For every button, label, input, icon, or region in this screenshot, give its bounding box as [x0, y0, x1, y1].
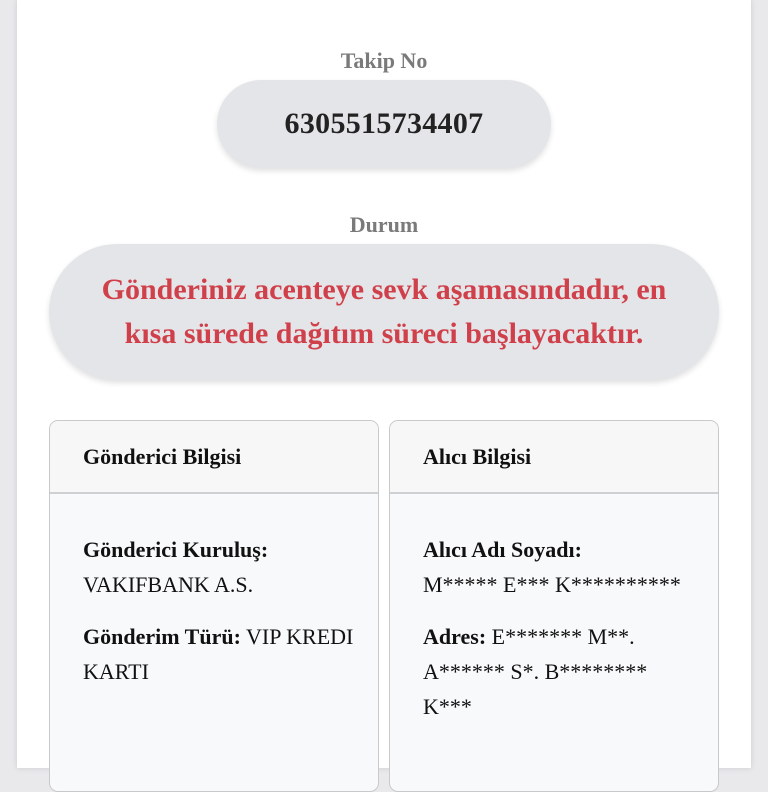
sender-org-label: Gönderici Kuruluş: — [83, 537, 269, 562]
recipient-name-field — [423, 532, 698, 602]
shipment-type-value: VIP KREDI KARTI — [83, 624, 354, 684]
sender-org-value: VAKIFBANK A.S. — [83, 572, 254, 597]
recipient-card — [389, 420, 719, 792]
sender-card-title: Gönderici Bilgisi — [50, 421, 378, 494]
shipment-type-field — [83, 619, 358, 689]
recipient-name-value: M***** E*** K********** — [423, 572, 681, 597]
recipient-address-label: Adres: — [423, 624, 487, 649]
tracking-number-pill — [217, 80, 551, 168]
recipient-name-label: Alıcı Adı Soyadı: — [423, 537, 582, 562]
tracking-label: Takip No — [340, 48, 428, 73]
status-pill — [49, 244, 719, 380]
status-message: Gönderiniz acenteye sevk aşamasındadır, en kısa sürede dağıtım süreci başlayacaktır. — [101, 273, 667, 350]
recipient-address-value: E******* M**. A****** S*. B******** K*** — [423, 624, 648, 719]
sender-org-field — [83, 532, 358, 602]
tracking-number: 6305515734407 — [284, 107, 484, 140]
recipient-card-body — [390, 494, 718, 724]
status-label: Durum — [349, 212, 419, 237]
sender-card — [49, 420, 379, 792]
recipient-card-title: Alıcı Bilgisi — [390, 421, 718, 494]
sender-card-body — [50, 494, 378, 689]
recipient-address-field — [423, 619, 698, 724]
tracking-page — [17, 0, 751, 768]
shipment-type-label: Gönderim Türü: — [83, 624, 241, 649]
